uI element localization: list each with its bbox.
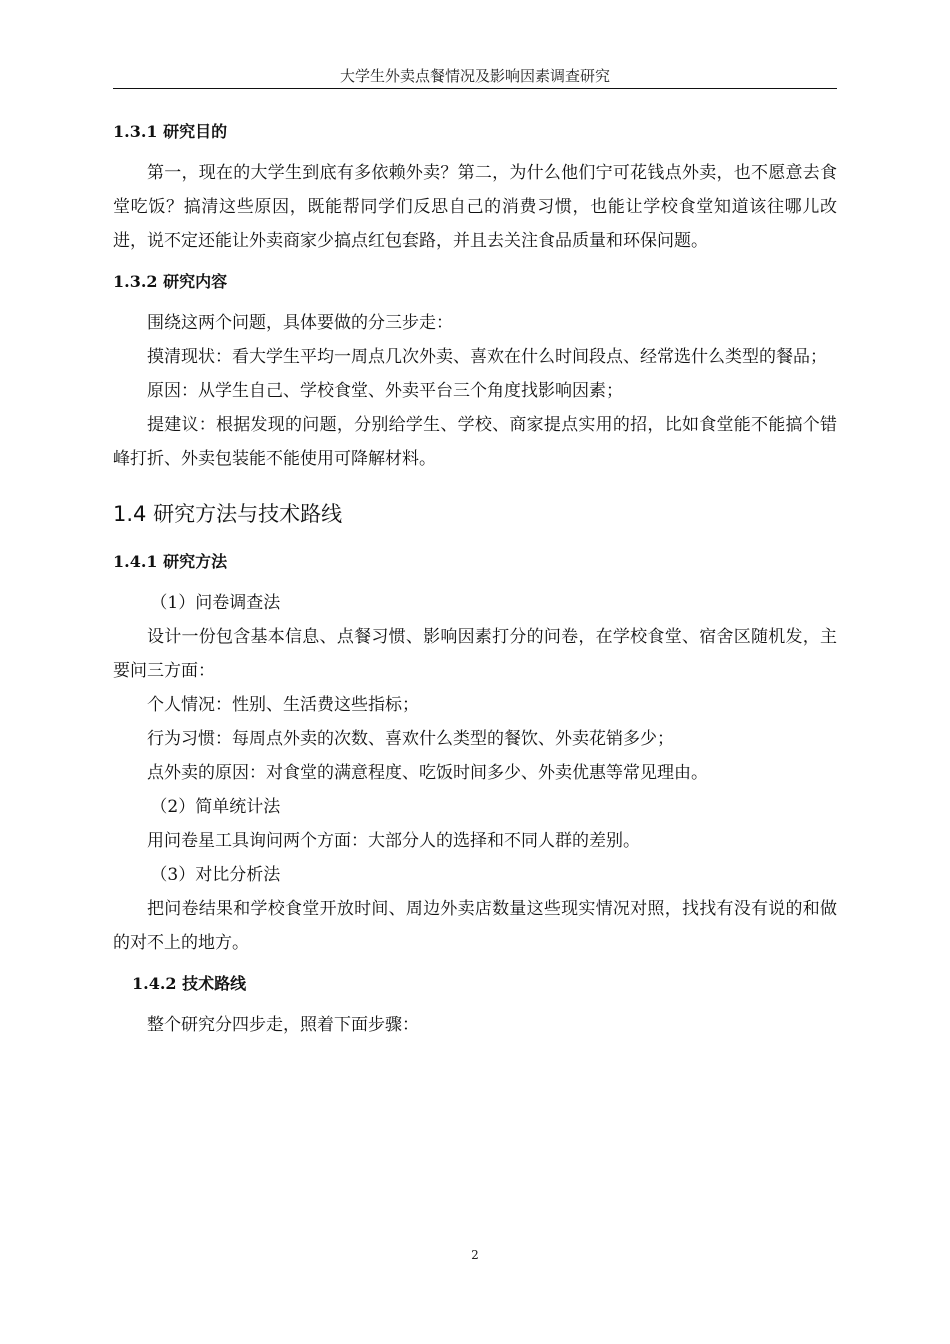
heading-1-4-2: 1.4.2 技术路线 — [132, 974, 247, 993]
method-item: （2）简单统计法 — [150, 797, 281, 817]
page-body — [113, 114, 837, 1042]
paragraph: 个人情况：性别、生活费这些指标； — [147, 695, 419, 715]
paragraph: 摸清现状：看大学生平均一周点几次外卖、喜欢在什么时间段点、经常选什么类型的餐品； — [147, 347, 827, 367]
paragraph: 第一，现在的大学生到底有多依赖外卖？第二，为什么他们宁可花钱点外卖，也不愿意去食堂吃饭？搞清这些原因，既能帮同学们反思自己的消费习惯，也能让学校食堂知道该往哪儿改进，说不定还能让外卖商家少搞点红包套路，并且去关注食品质量和环保问题。 — [113, 163, 837, 251]
paragraph: 整个研究分四步走，照着下面步骤： — [147, 1015, 419, 1035]
heading-1-4-1: 1.4.1 研究方法 — [113, 552, 228, 571]
paragraph: 原因：从学生自己、学校食堂、外卖平台三个角度找影响因素； — [147, 381, 623, 401]
paragraph: 点外卖的原因：对食堂的满意程度、吃饭时间多少、外卖优惠等常见理由。 — [147, 763, 708, 783]
paragraph: 围绕这两个问题，具体要做的分三步走： — [147, 313, 453, 333]
page-number: 2 — [471, 1248, 479, 1262]
paragraph: 用问卷星工具询问两个方面：大部分人的选择和不同人群的差别。 — [147, 831, 640, 851]
method-item: （1）问卷调查法 — [150, 593, 281, 613]
paragraph: 提建议：根据发现的问题，分别给学生、学校、商家提点实用的招，比如食堂能不能搞个错峰打折、外卖包装能不能使用可降解材料。 — [113, 415, 837, 469]
heading-1-4: 1.4 研究方法与技术路线 — [113, 502, 343, 526]
heading-1-3-1: 1.3.1 研究目的 — [113, 122, 228, 141]
method-item: （3）对比分析法 — [150, 865, 281, 885]
running-header: 大学生外卖点餐情况及影响因素调查研究 — [339, 67, 610, 85]
paragraph: 设计一份包含基本信息、点餐习惯、影响因素打分的问卷，在学校食堂、宿舍区随机发，主要问三方面： — [113, 627, 837, 681]
header-divider — [113, 88, 837, 89]
paragraph: 行为习惯：每周点外卖的次数、喜欢什么类型的餐饮、外卖花销多少； — [147, 729, 674, 749]
paragraph: 把问卷结果和学校食堂开放时间、周边外卖店数量这些现实情况对照，找找有没有说的和做的对不上的地方。 — [113, 899, 837, 953]
heading-1-3-2: 1.3.2 研究内容 — [113, 272, 228, 291]
